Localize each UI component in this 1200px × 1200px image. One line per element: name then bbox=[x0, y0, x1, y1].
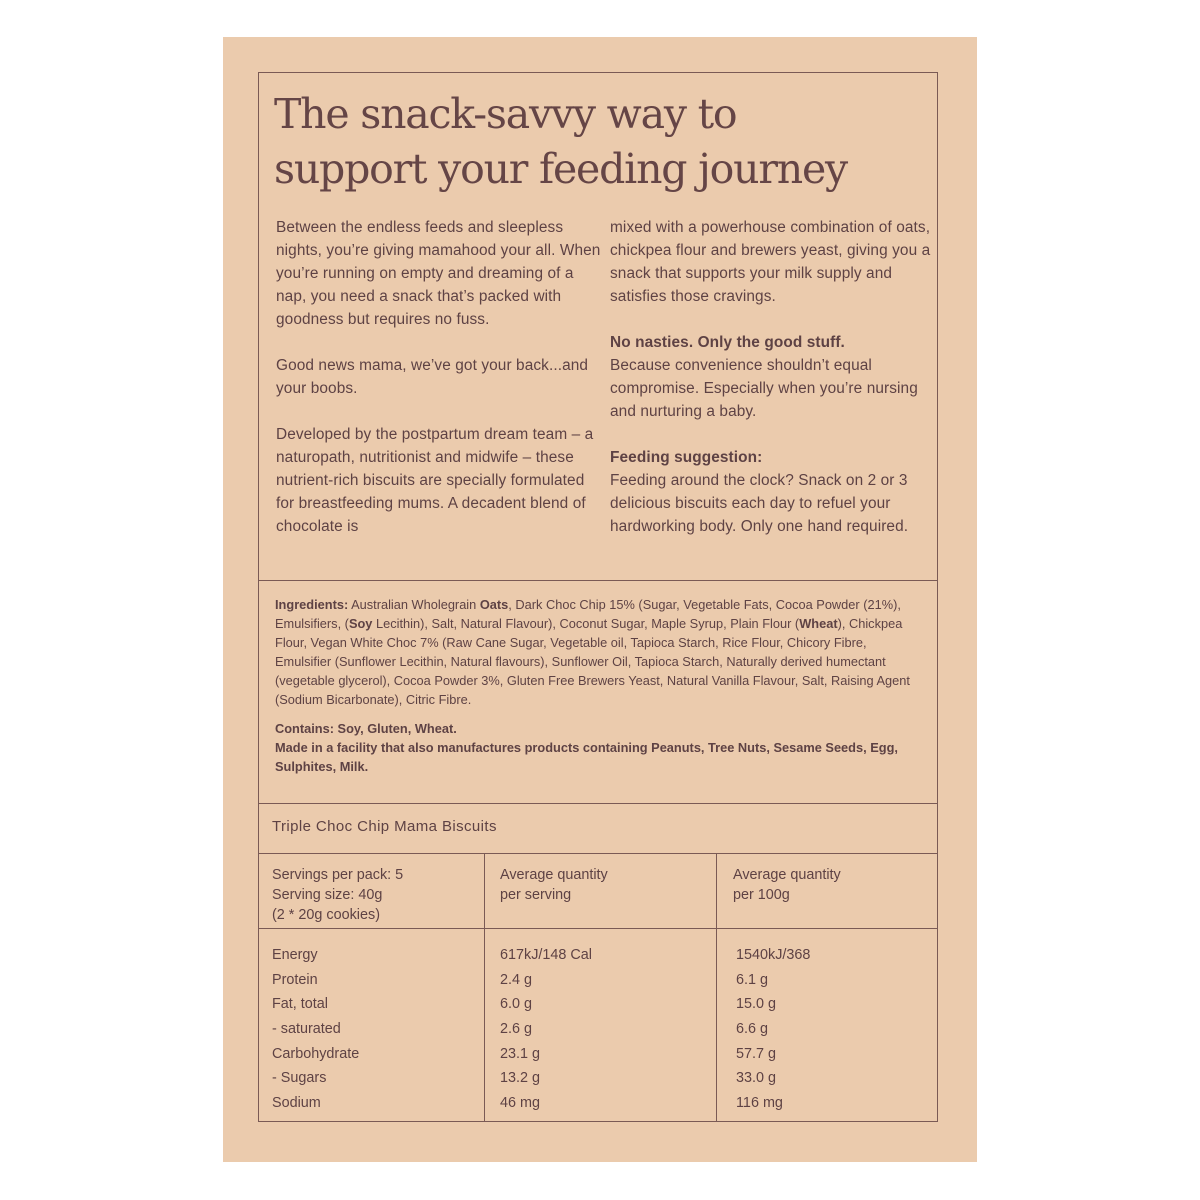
no-nasties-heading: No nasties. Only the good stuff. bbox=[610, 334, 845, 351]
nutrition-title: Triple Choc Chip Mama Biscuits bbox=[272, 818, 497, 835]
divider bbox=[259, 928, 937, 929]
allergen-wheat: Wheat bbox=[799, 616, 838, 631]
ingredients-list bbox=[275, 595, 921, 709]
allergen-statement bbox=[275, 719, 921, 776]
table-row bbox=[259, 1042, 937, 1067]
per-serving-value: 13.2 g bbox=[500, 1070, 541, 1087]
intro-paragraph-2: Good news mama, we’ve got your back...and your boobs. bbox=[276, 357, 589, 397]
per-serving-value: 6.0 g bbox=[500, 996, 533, 1013]
per-100g-value: 15.0 g bbox=[736, 996, 777, 1013]
headline bbox=[274, 87, 914, 197]
header-per-100g bbox=[733, 865, 933, 905]
table-row bbox=[259, 1017, 937, 1042]
intro-section bbox=[259, 73, 937, 581]
intro-paragraph-3: Developed by the postpartum dream team – a naturopath, nutritionist and midwife – these nutrient-rich biscuits are specially formulated for breastfeeding mums. A decadent blend of chocolate is bbox=[276, 426, 594, 535]
serving-size-note: (2 * 20g cookies) bbox=[272, 907, 380, 923]
table-row bbox=[259, 992, 937, 1017]
intro-left-column bbox=[276, 216, 601, 561]
header-per-serving-line-1: Average quantity bbox=[500, 867, 608, 883]
nutrient-name: Sodium bbox=[272, 1095, 321, 1112]
nutrient-name: Protein bbox=[272, 971, 318, 988]
headline-line-1: The snack-savvy way to bbox=[274, 90, 737, 138]
label-frame bbox=[258, 72, 938, 1122]
no-nasties-text: Because convenience shouldn’t equal compromise. Especially when you’re nursing and nurturing a baby. bbox=[610, 357, 918, 420]
serving-size: Serving size: 40g bbox=[272, 887, 383, 903]
nutrient-name: Energy bbox=[272, 947, 318, 963]
ingredients-text: Australian Wholegrain bbox=[348, 597, 480, 612]
per-100g-value: 6.6 g bbox=[736, 1021, 769, 1038]
per-serving-value: 46 mg bbox=[500, 1095, 540, 1112]
ingredients-text: ), Chickpea Flour, Vegan White Choc 7% (Raw Cane Sugar, Vegetable oil, Tapioca Starch, Rice Flour, Chicory Fibre, Emulsifier (Sunflower Lecithin, Natural flavours), Sunflower Oil, Tapioca Starch, Naturally derived humectant (vegetable glycerol), Cocoa Powder 3%, Gluten Free Brewers Yeast, Natural Vanilla Flavour, Salt, Raising Agent (Sodium Bicarbonate), Citric Fibre. bbox=[275, 616, 910, 707]
header-per-serving-line-2: per serving bbox=[500, 887, 572, 903]
header-per-serving bbox=[500, 865, 700, 905]
intro-paragraph-continuation: mixed with a powerhouse combination of oats, chickpea flour and brewers yeast, giving you a snack that supports your milk supply and satisfies those cravings. bbox=[610, 219, 931, 305]
ingredients-text: Lecithin), Salt, Natural Flavour), Coconut Sugar, Maple Syrup, Plain Flour ( bbox=[372, 616, 800, 631]
per-serving-value: 617kJ/148 Cal bbox=[500, 947, 593, 963]
contains-line: Contains: Soy, Gluten, Wheat. bbox=[275, 721, 457, 736]
nutrient-name: - saturated bbox=[272, 1021, 341, 1038]
intro-right-column bbox=[610, 216, 935, 561]
servings-info bbox=[272, 865, 477, 925]
intro-paragraph-1: Between the endless feeds and sleepless nights, you’re giving mamahood your all. When you’re running on empty and dreaming of a nap, you need a snack that’s packed with goodness but requires no fuss. bbox=[276, 219, 601, 328]
no-nasties-block bbox=[610, 331, 935, 423]
nutrient-name: Carbohydrate bbox=[272, 1045, 360, 1062]
per-100g-value: 6.1 g bbox=[736, 971, 769, 988]
nutrition-rows bbox=[259, 943, 937, 1116]
ingredients-text: , Dark Choc Chip 15% (Sugar, Vegetable Fats, Cocoa Powder (21%), Emulsifiers, ( bbox=[275, 597, 901, 631]
allergen-oats: Oats bbox=[479, 597, 509, 612]
table-row bbox=[259, 943, 937, 968]
product-box-back-panel bbox=[223, 37, 977, 1162]
per-serving-value: 2.6 g bbox=[500, 1021, 533, 1038]
table-row bbox=[259, 1091, 937, 1116]
divider bbox=[259, 853, 937, 854]
per-100g-value: 33.0 g bbox=[736, 1070, 777, 1087]
per-100g-value: 116 mg bbox=[736, 1095, 783, 1112]
nutrient-name: - Sugars bbox=[272, 1070, 327, 1087]
ingredients-label: Ingredients: bbox=[275, 597, 349, 612]
allergen-soy: Soy bbox=[348, 616, 373, 631]
nutrition-panel bbox=[259, 804, 937, 1122]
headline-line-2: support your feeding journey bbox=[274, 145, 847, 193]
per-serving-value: 23.1 g bbox=[500, 1045, 541, 1062]
header-per-100g-line-2: per 100g bbox=[733, 887, 790, 903]
feeding-suggestion-block bbox=[610, 446, 935, 538]
facility-line: Made in a facility that also manufactures products containing Peanuts, Tree Nuts, Sesame Seeds, Egg, Sulphites, Milk. bbox=[275, 740, 898, 774]
per-serving-value: 2.4 g bbox=[500, 971, 533, 988]
per-100g-value: 57.7 g bbox=[736, 1045, 777, 1062]
header-per-100g-line-1: Average quantity bbox=[733, 867, 841, 883]
table-row bbox=[259, 968, 937, 993]
per-100g-value: 1540kJ/368 bbox=[736, 947, 811, 963]
feeding-suggestion-heading: Feeding suggestion: bbox=[610, 449, 763, 466]
servings-per-pack: Servings per pack: 5 bbox=[272, 867, 404, 883]
feeding-suggestion-text: Feeding around the clock? Snack on 2 or 3 delicious biscuits each day to refuel your hardworking body. Only one hand required. bbox=[610, 472, 909, 535]
ingredients-section bbox=[259, 581, 937, 804]
table-row bbox=[259, 1066, 937, 1091]
nutrient-name: Fat, total bbox=[272, 996, 328, 1013]
